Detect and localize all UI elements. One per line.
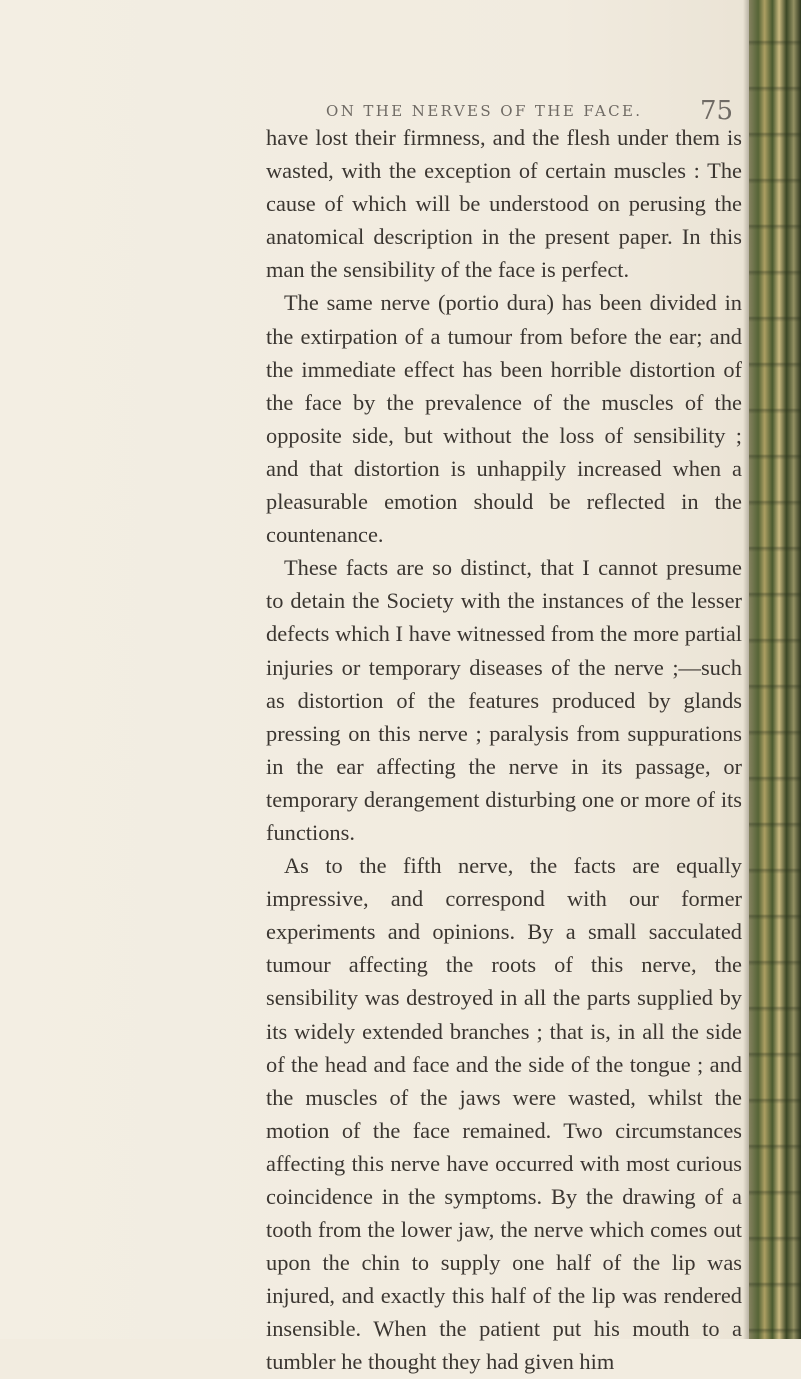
page-number: 75 [700,96,734,126]
paragraph-3: These facts are so distinct, that I cannot presume to detain the Society with the instances of the lesser defects which I have witnessed from the more partial injuries or temporary diseases of the nerve ;—such as distortion of the features produced by glands pressing on this nerve ; paralysis from suppurations in the ear affecting the nerve in its passage, or temporary derangement disturbing one or more of its functions. [266,555,742,845]
body-text [266,121,742,1379]
paragraph-1: have lost their firmness, and the flesh under them is wasted, with the exception of certain muscles : The cause of which will be understood on perusing the anatomical description in the present paper. In this man the sensibility of the face is perfect. [266,125,742,283]
paragraph-2: The same nerve (portio dura) has been divided in the extirpation of a tumour from before the ear; and the immediate effect has been horrible distortion of the face by the prevalence of the muscles of the opposite side, but without the loss of sensibility ; and that distortion is unhappily increased when a pleasurable emotion should be reflected in the countenance. [266,290,742,548]
paragraph-4: As to the fifth nerve, the facts are equally impressive, and correspond with our former experiments and opinions. By a small sacculated tumour affecting the roots of this nerve, the sensibility was destroyed in all the parts supplied by its widely extended branches ; that is, in all the side of the head and face and the side of the tongue ; and the muscles of the jaws were wasted, whilst the motion of the face remained. Two circumstances affecting this nerve have occurred with most curious coincidence in the symptoms. By the drawing of a tooth from the lower jaw, the nerve which comes out upon the chin to supply one half of the lip was injured, and exactly this half of the lip was rendered insensible. When the patient put his mouth to a tumbler he thought they had given him [266,853,742,1375]
running-title: ON THE NERVES OF THE FACE. [326,102,643,120]
book-binding-edge [749,0,801,1339]
